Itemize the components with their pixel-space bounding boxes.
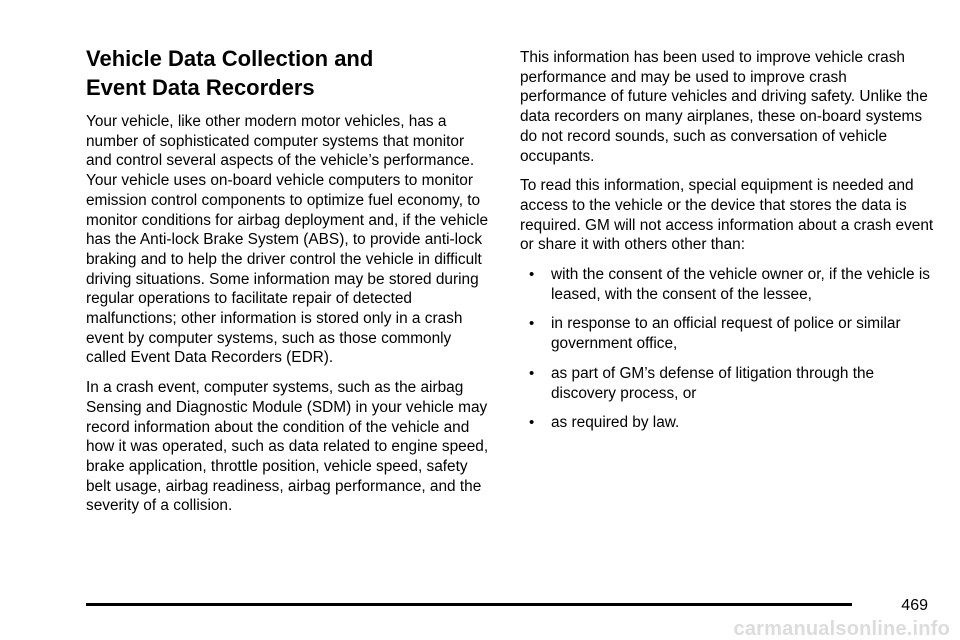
bullet-glyph: • — [529, 266, 535, 284]
list-item — [520, 314, 934, 353]
list-item-text: as required by law. — [551, 414, 680, 432]
bullet-glyph: • — [529, 315, 535, 333]
bullet-glyph: • — [529, 364, 535, 382]
list-item-text: as part of GM’s defense of litigation through the discovery process, or — [551, 364, 875, 402]
section-title — [86, 44, 494, 102]
list-item-text: in response to an official request of police or similar government office, — [551, 315, 901, 353]
access-conditions-list — [520, 265, 934, 433]
list-item — [520, 413, 934, 433]
left-column — [86, 44, 494, 526]
watermark: carmanualsonline.info — [733, 618, 950, 640]
list-item — [520, 364, 934, 403]
paragraph-access-conditions: To read this information, special equipment is needed and access to the vehicle or the device that stores the data is required. GM will not access information about a crash event or share it with others other than: — [520, 177, 934, 254]
paragraph-vehicle-computers: Your vehicle, like other modern motor vehicles, has a number of sophisticated computer systems that monitor and control several aspects of the vehicle’s performance. Your vehicle uses on-board vehicle computers to monitor emission control components to optimize fuel economy, to monitor conditions for airbag deployment and, if the vehicle has the Anti-lock Brake System (ABS), to provide anti-lock braking and to help the driver control the vehicle in difficult driving situations. Some information may be stored during regular operations to facilitate repair of detected malfunctions; other information is stored only in a crash event by computer systems, such as those commonly called Event Data Recorders (EDR). — [86, 113, 489, 367]
section-title-line-1: Vehicle Data Collection and — [86, 46, 374, 71]
footer-rule — [86, 603, 852, 606]
list-item-text: with the consent of the vehicle owner or, if the vehicle is leased, with the consent of the lessee, — [551, 266, 930, 303]
list-item — [520, 265, 934, 304]
paragraph-information-use: This information has been used to improve vehicle crash performance and may be used to improve crash performance of future vehicles and driving safety. Unlike the data recorders on many airplanes, these on-board systems do not record sounds, such as conversation of vehicle occupants. — [520, 49, 928, 165]
bullet-glyph: • — [529, 414, 535, 432]
page-number: 469 — [901, 597, 928, 614]
right-column — [520, 48, 934, 443]
section-title-line-2: Event Data Recorders — [86, 75, 315, 100]
paragraph-crash-event-recording: In a crash event, computer systems, such as the airbag Sensing and Diagnostic Module (SDM) in your vehicle may record information about the condition of the vehicle and how it was operated, such as data related to engine speed, brake application, throttle position, vehicle speed, safety belt usage, airbag readiness, airbag performance, and the severity of a collision. — [86, 379, 489, 515]
